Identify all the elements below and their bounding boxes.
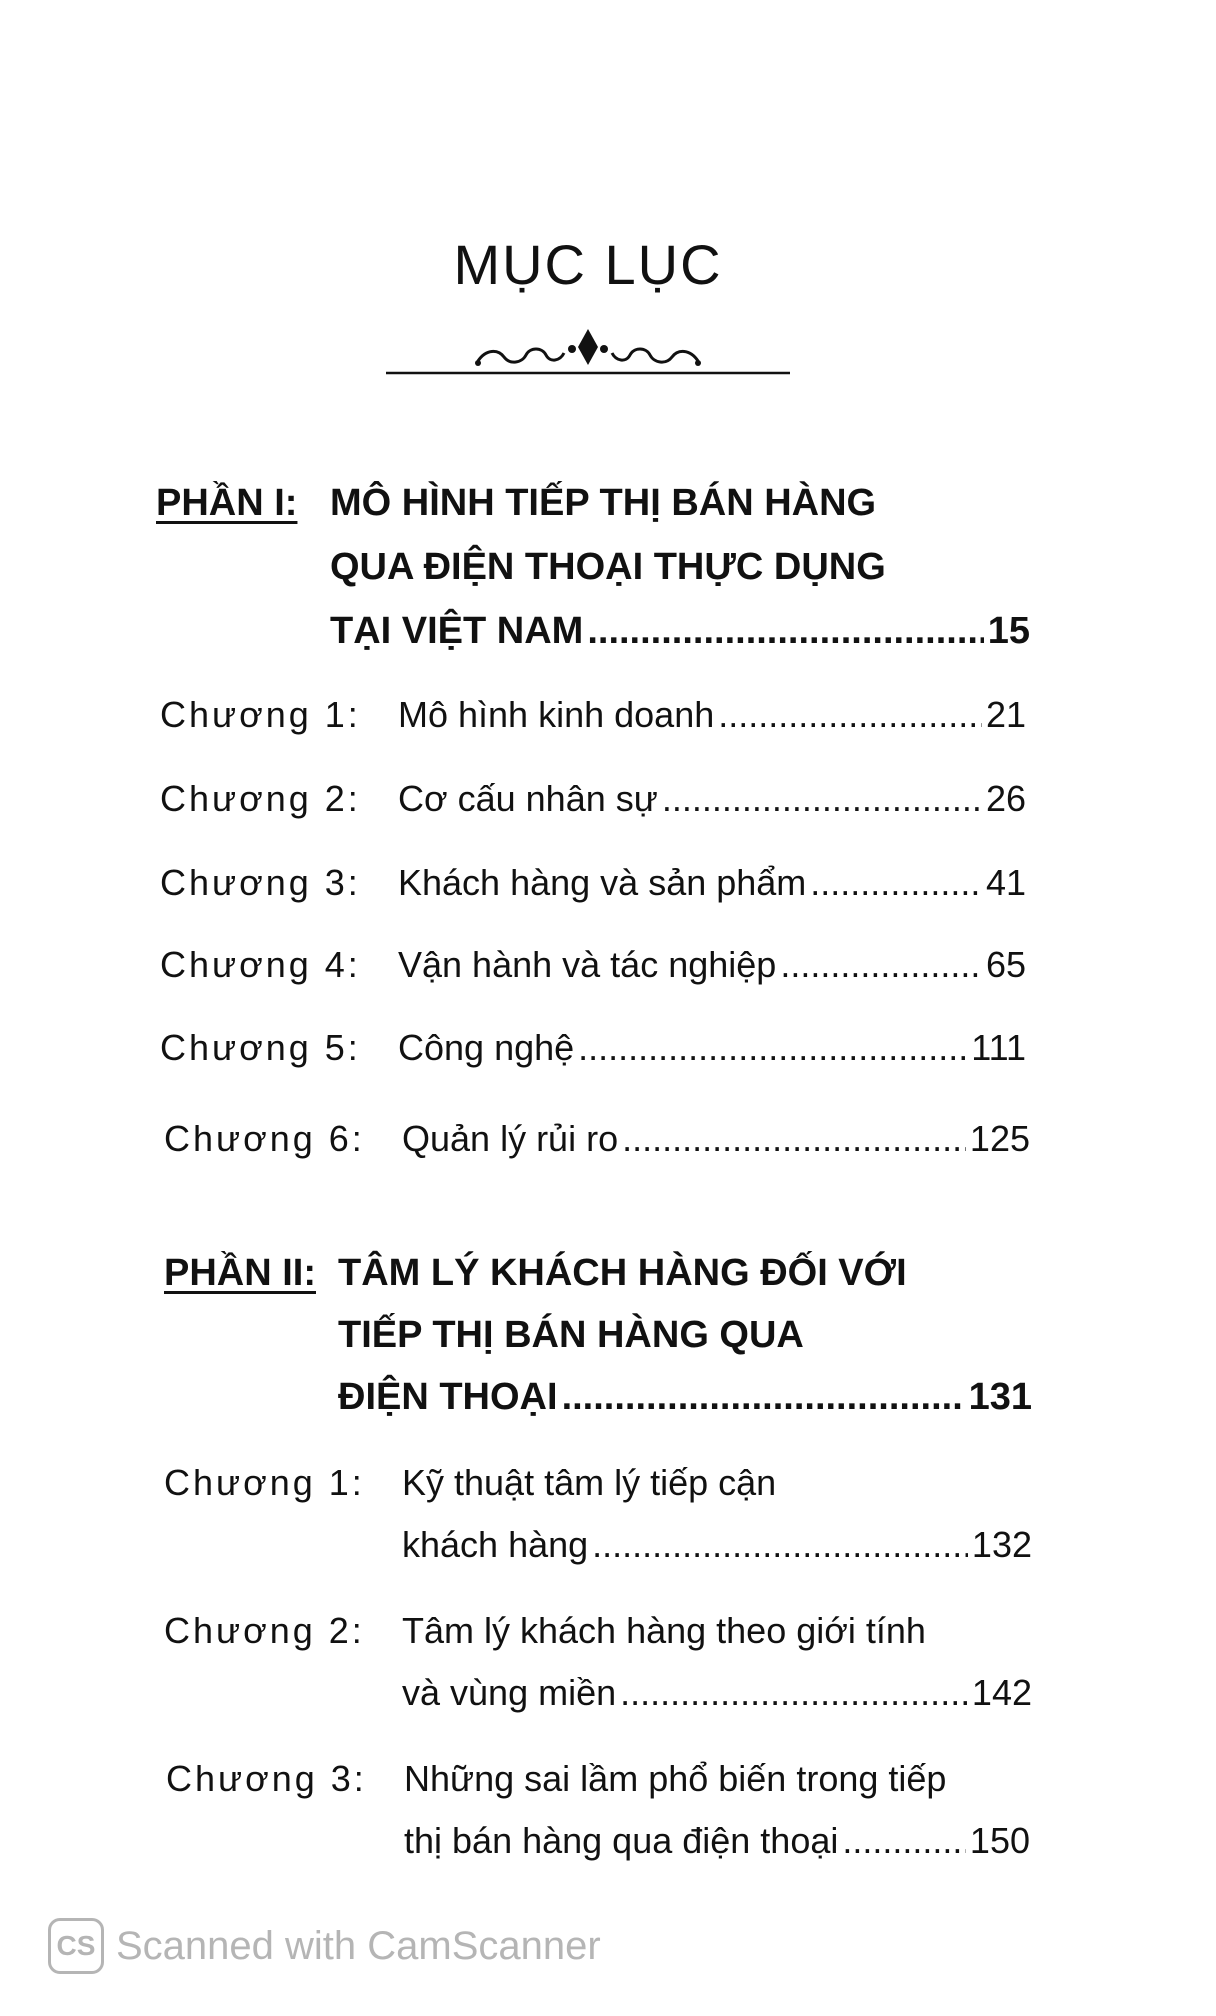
chapter-title-line-1: Kỹ thuật tâm lý tiếp cận [402,1462,777,1503]
chapter-page: 132 [971,1524,1032,1565]
chapter-label: Chương 4: [160,944,361,985]
chapter-page: 26 [985,778,1026,819]
chapter-entry [402,1118,1030,1160]
chapter-title: Vận hành và tác nghiệp [398,944,777,985]
ornament-divider-icon [386,325,790,377]
dot-leader [662,778,982,820]
dot-leader [620,1672,968,1714]
part-1-label: PHẦN I: [156,482,298,524]
chapter-label: Chương 3: [166,1758,367,1799]
part-2-title-line-3: ĐIỆN THOẠI [338,1376,558,1418]
chapter-entry [404,1820,1030,1862]
dot-leader [622,1118,966,1160]
part-1[interactable] [156,482,1030,662]
dot-leader [842,1820,966,1862]
watermark-text: Scanned with CamScanner [116,1923,601,1968]
dot-leader [578,1027,967,1069]
chapter-label: Chương 1: [160,694,361,735]
part-1-chapter-4[interactable] [160,944,1030,994]
dot-leader [810,862,982,904]
part-1-title-line-1: MÔ HÌNH TIẾP THỊ BÁN HÀNG [330,482,877,524]
part-1-title-last-line [330,610,1030,653]
chapter-page: 21 [985,694,1026,735]
chapter-entry [398,944,1026,986]
part-2[interactable] [164,1252,1034,1432]
chapter-label: Chương 1: [164,1462,365,1503]
chapter-title: Khách hàng và sản phẩm [398,862,807,903]
part-2-label: PHẦN II: [164,1252,316,1294]
dot-leader [562,1376,965,1419]
part-1-chapter-5[interactable] [160,1027,1030,1077]
chapter-entry [398,862,1026,904]
chapter-title: khách hàng [402,1524,589,1565]
chapter-page: 41 [985,862,1026,903]
part-2-page: 131 [968,1376,1032,1418]
part-2-title-line-1: TÂM LÝ KHÁCH HÀNG ĐỐI VỚI [338,1252,907,1294]
chapter-entry [398,694,1026,736]
part-1-chapter-2[interactable] [160,778,1030,828]
chapter-title: Mô hình kinh doanh [398,694,715,735]
part-1-page: 15 [987,610,1030,652]
chapter-entry [402,1524,1032,1566]
part-2-chapter-2[interactable] [164,1610,1034,1720]
chapter-title: Công nghệ [398,1027,575,1068]
toc-title: MỤC LỤC [453,233,723,296]
chapter-entry [402,1672,1032,1714]
camscanner-logo-icon: CS [48,1918,104,1974]
chapter-title: Cơ cấu nhân sự [398,778,658,819]
part-2-title-last-line [338,1376,1032,1419]
camscanner-watermark [48,1918,601,1974]
chapter-entry [398,778,1026,820]
part-2-chapter-1[interactable] [164,1462,1034,1572]
part-2-chapter-3[interactable] [166,1758,1036,1868]
chapter-page: 125 [969,1118,1030,1159]
chapter-title: Quản lý rủi ro [402,1118,619,1159]
chapter-entry [398,1027,1026,1069]
chapter-page: 111 [971,1027,1026,1068]
part-1-title-line-3: TẠI VIỆT NAM [330,610,584,652]
dot-leader [780,944,982,986]
part-1-chapter-6[interactable] [164,1118,1034,1168]
dot-leader [587,610,983,653]
chapter-title: thị bán hàng qua điện thoại [404,1820,839,1861]
chapter-label: Chương 3: [160,862,361,903]
chapter-title: và vùng miền [402,1672,617,1713]
chapter-title-line-1: Những sai lầm phổ biến trong tiếp [404,1758,947,1799]
part-1-title-line-2: QUA ĐIỆN THOẠI THỰC DỤNG [330,546,886,588]
part-1-chapter-3[interactable] [160,862,1030,912]
dot-leader [718,694,982,736]
part-2-title-line-2: TIẾP THỊ BÁN HÀNG QUA [338,1314,804,1356]
chapter-label: Chương 2: [164,1610,365,1651]
chapter-label: Chương 2: [160,778,361,819]
chapter-label: Chương 5: [160,1027,361,1068]
chapter-page: 65 [985,944,1026,985]
chapter-title-line-1: Tâm lý khách hàng theo giới tính [402,1610,926,1651]
part-1-chapter-1[interactable] [160,694,1030,744]
chapter-label: Chương 6: [164,1118,365,1159]
chapter-page: 150 [969,1820,1030,1861]
dot-leader [592,1524,968,1566]
chapter-page: 142 [971,1672,1032,1713]
